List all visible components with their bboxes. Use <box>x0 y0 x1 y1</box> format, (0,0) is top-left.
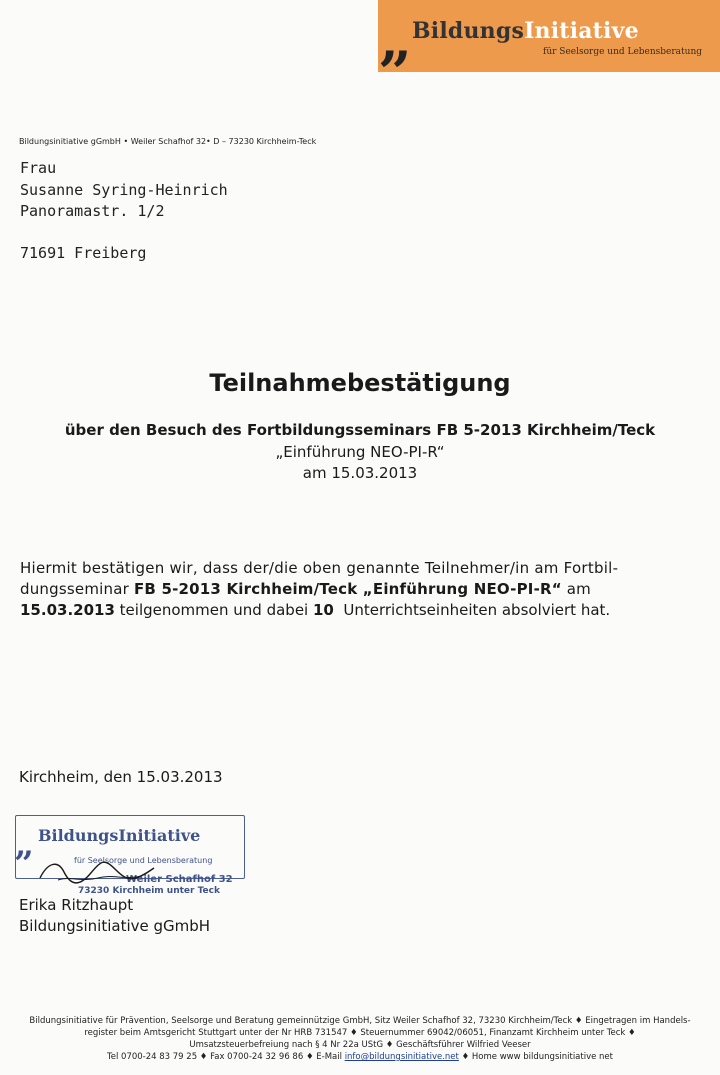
footer-contact: Tel 0700-24 83 79 25 ♦ Fax 0700-24 32 96 86 ♦ E-Mail <box>107 1052 345 1062</box>
body-text: Unterrichtseinheiten absolviert hat. <box>333 601 611 619</box>
recipient-city: 71691 Freiberg <box>20 244 147 262</box>
body-seminar-bold: FB 5-2013 Kirchheim/Teck „Einführung NEO-PI-R“ <box>133 580 562 598</box>
stamp-address-street: Weiler Schafhof 32 <box>126 874 233 885</box>
footer-home: ♦ Home www bildungsinitiative net <box>458 1052 613 1062</box>
recipient-street: Panoramastr. 1/2 <box>20 202 165 220</box>
document-title: Teilnahmebestätigung <box>209 369 511 397</box>
footer-line-3: Umsatzsteuerbefreiung nach § 4 Nr 22a UStG ♦ Geschäftsführer Wilfried Veeser <box>189 1040 531 1050</box>
logo-tagline: für Seelsorge und Lebensberatung <box>543 47 703 57</box>
body-line-2 <box>20 580 591 598</box>
signature <box>38 852 158 892</box>
logo-wordmark <box>412 18 639 44</box>
logo-word-bildungs: Bildungs <box>412 18 525 44</box>
body-text: dungsseminar <box>20 580 134 598</box>
recipient-salutation: Frau <box>20 159 57 177</box>
body-line-3 <box>20 601 610 619</box>
subtitle-topic: „Einführung NEO-PI-R“ <box>275 443 445 461</box>
signer-org: Bildungsinitiative gGmbH <box>19 917 211 935</box>
place-date: Kirchheim, den 15.03.2013 <box>19 768 223 786</box>
footer-line-2: register beim Amtsgericht Stuttgart unter der Nr HRB 731547 ♦ Steuernummer 69042/06051, Finanzamt Kirchheim unter Teck ♦ <box>84 1028 636 1038</box>
body-date-bold: 15.03.2013 <box>20 601 115 619</box>
logo-word-initiative: Initiative <box>524 18 639 44</box>
body-line-1: Hiermit bestätigen wir, dass der/die oben genannte Teilnehmer/in am Fortbil- <box>20 559 619 577</box>
footer-email-link[interactable]: info@bildungsinitiative.net <box>344 1052 459 1062</box>
recipient-name: Susanne Syring-Heinrich <box>20 181 228 199</box>
stamp-wordmark: BildungsInitiative <box>38 826 201 845</box>
subtitle-seminar: über den Besuch des Fortbildungsseminars FB 5-2013 Kirchheim/Teck <box>64 421 656 439</box>
stamp-address-city: 73230 Kirchheim unter Teck <box>78 886 220 896</box>
sender-line: Bildungsinitiative gGmbH • Weiler Schafhof 32• D – 73230 Kirchheim-Teck <box>19 137 317 146</box>
subtitle-date: am 15.03.2013 <box>302 464 418 482</box>
logo-quote-mark: ” <box>378 39 412 107</box>
body-units-bold: 10 <box>312 601 334 619</box>
body-text: am <box>561 580 591 598</box>
footer-line-1: Bildungsinitiative für Prävention, Seelsorge und Beratung gemeinnützige GmbH, Sitz Weiler Schafhof 32, 73230 Kirchheim/Teck ♦ Eingetragen im Handels- <box>29 1016 691 1026</box>
stamp-quote-mark: ” <box>14 844 34 884</box>
signer-name: Erika Ritzhaupt <box>19 896 134 914</box>
body-text: teilgenommen und dabei <box>114 601 313 619</box>
footer-line-4 <box>0 1052 720 1062</box>
stamp-tagline: für Seelsorge und Lebensberatung <box>74 856 213 865</box>
